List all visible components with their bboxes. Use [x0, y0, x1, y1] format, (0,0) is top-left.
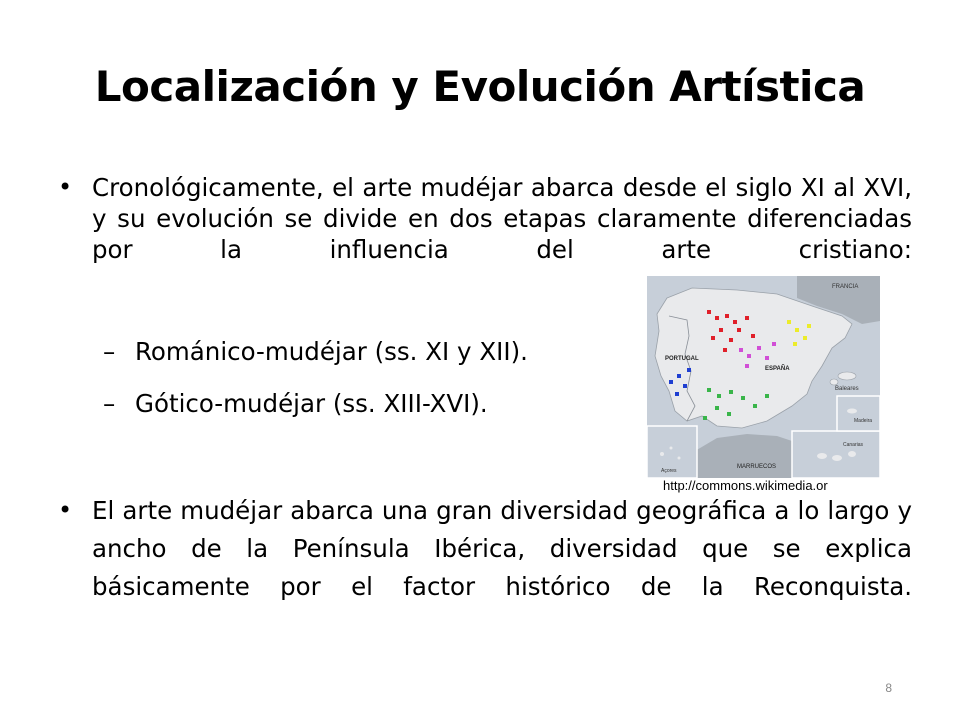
map-label-espana: ESPAÑA — [765, 366, 790, 372]
bullet-text-chronology: Cronológicamente, el arte mudéjar abarca desde el siglo XI al XVI, y su evolución se divide en dos etapas claramente diferenciadas por la influencia del arte cristiano: — [92, 173, 912, 264]
map-label-francia: FRANCIA — [832, 284, 859, 290]
dash-marker: – — [103, 337, 116, 366]
map-label-azores: Açores — [661, 468, 677, 474]
bullet-marker: • — [58, 496, 73, 524]
map-label-canarias: Canarias — [843, 442, 864, 448]
map-label-marruecos: MARRUECOS — [737, 464, 777, 470]
dash-marker: – — [103, 389, 116, 418]
map-label-portugal: PORTUGAL — [665, 356, 699, 362]
map-label-madeira: Madeira — [854, 418, 873, 424]
bullet-text-geography: El arte mudéjar abarca una gran diversidad geográfica a lo largo y ancho de la Península Ibérica, diversidad que se explica básicamente por el factor histórico de la Reconquista. — [92, 496, 912, 601]
sub-item-gotico-label: Gótico-mudéjar (ss. XIII-XVI). — [135, 389, 488, 418]
sub-item-romanico-label: Románico-mudéjar (ss. XI y XII). — [135, 337, 528, 366]
map-source-caption: http://commons.wikimedia.or — [663, 478, 828, 493]
bullet-marker: • — [58, 173, 73, 201]
slide-title: Localización y Evolución Artística — [94, 62, 866, 111]
page-number: 8 — [885, 681, 892, 695]
iberia-mudejar-map — [647, 276, 880, 478]
sub-item-gotico — [103, 388, 488, 419]
map-label-baleares: Baleares — [835, 386, 859, 392]
sub-item-romanico — [103, 336, 528, 367]
